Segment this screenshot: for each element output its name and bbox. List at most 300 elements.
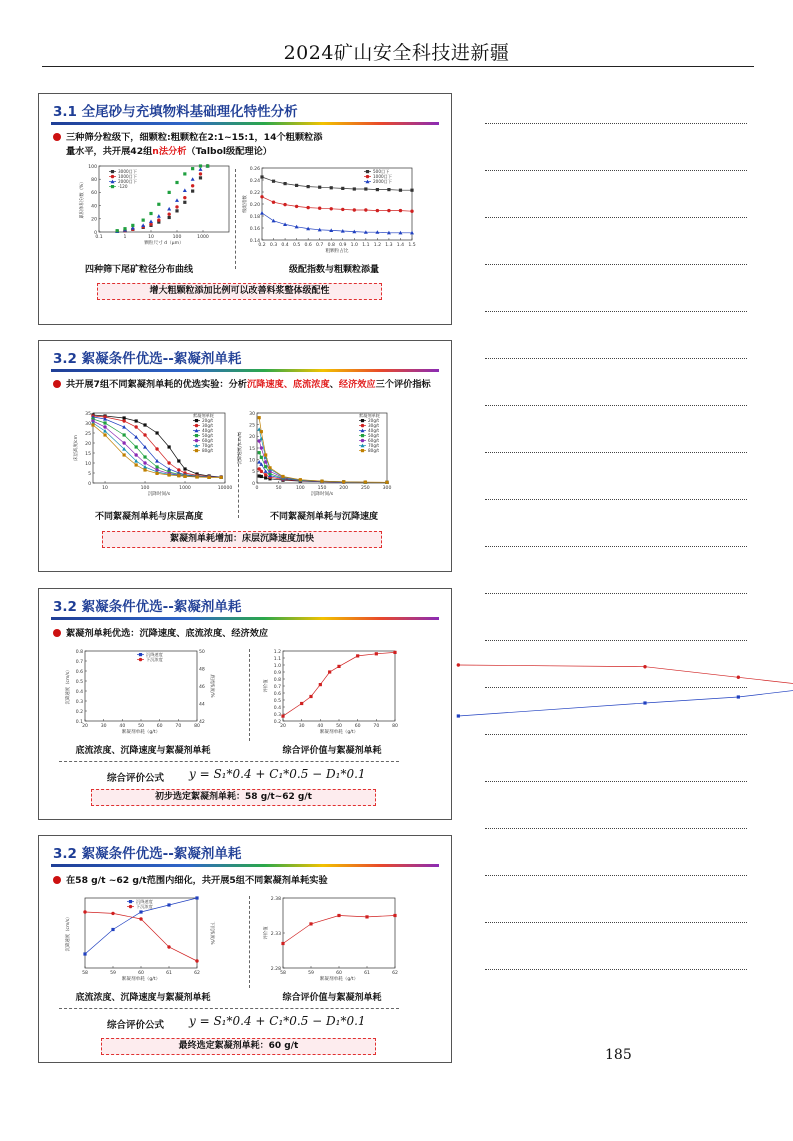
data-point <box>157 214 161 218</box>
data-point <box>737 676 740 679</box>
data-point <box>167 473 170 476</box>
data-point <box>183 196 186 199</box>
x-tick-label: 70 <box>175 724 182 729</box>
chart-bed-height <box>75 409 235 501</box>
data-point <box>175 181 178 184</box>
data-point <box>206 164 209 167</box>
y-tick-label: 0.6 <box>273 691 281 697</box>
data-point <box>207 476 210 479</box>
title-underline <box>51 122 439 125</box>
formula-label: 综合评价公式 <box>107 1020 165 1031</box>
x-tick-label: 200 <box>339 486 349 491</box>
x-tick-label: 40 <box>119 724 126 729</box>
x-tick-label: 0.7 <box>316 243 324 248</box>
data-point <box>195 475 198 478</box>
data-point <box>260 475 263 478</box>
divider <box>249 649 250 741</box>
data-point <box>116 229 119 232</box>
legend-title: 絮凝剂单耗 <box>359 413 380 418</box>
x-tick-label: 0.3 <box>269 243 278 248</box>
data-point <box>365 915 368 918</box>
data-point <box>257 460 261 464</box>
chart-underflow-speed <box>57 645 232 740</box>
legend-label: 1000目下 <box>373 174 393 179</box>
data-point <box>149 212 152 215</box>
plot-frame <box>283 651 395 721</box>
series-line <box>262 213 412 233</box>
data-point <box>167 212 170 215</box>
x-tick-label: 58 <box>82 971 88 976</box>
data-point <box>167 903 170 906</box>
slide-title: 3.2 絮凝条件优选--絮凝剂单耗 <box>53 599 242 615</box>
data-point <box>135 419 138 422</box>
data-point <box>183 467 186 470</box>
y-tick-label: 0.14 <box>249 238 260 244</box>
data-point <box>123 227 126 230</box>
x-tick-label: 100 <box>172 235 182 240</box>
series-line <box>458 665 793 699</box>
note-line <box>485 640 747 641</box>
y-tick-label: 10 <box>249 458 255 464</box>
x-axis-label: 絮凝剂单耗（g/t） <box>121 730 161 735</box>
y-right-tick-label: 48 <box>199 667 205 673</box>
y-tick-label: 10 <box>85 461 91 467</box>
y-tick-label: 1.2 <box>273 649 281 655</box>
y-tick-label: 80 <box>91 178 97 183</box>
legend-label: 80g/t <box>202 448 214 453</box>
legend-label: 30g/t <box>202 423 214 428</box>
data-point <box>168 216 171 219</box>
data-point <box>155 447 158 450</box>
series-line <box>283 916 395 944</box>
note-line <box>485 687 747 688</box>
x-tick-label: 61 <box>364 971 370 976</box>
data-point <box>268 466 271 469</box>
note-line <box>485 405 747 406</box>
data-point <box>737 695 740 698</box>
x-tick-label: 60 <box>138 971 144 976</box>
legend-label: -120 <box>118 184 128 189</box>
caption-right: 综合评价值与絮凝剂单耗 <box>282 993 382 1003</box>
legend-label: 40g/t <box>202 428 214 433</box>
data-point <box>264 469 268 473</box>
x-axis-label: 颗粒尺寸 d（μm） <box>144 241 184 246</box>
x-tick-label: 50 <box>275 486 282 491</box>
data-point <box>139 917 142 920</box>
note-line <box>485 781 747 782</box>
note-line <box>485 546 747 547</box>
title-underline <box>51 864 439 867</box>
data-point <box>103 433 106 436</box>
data-point <box>356 654 359 657</box>
data-point <box>123 433 126 436</box>
data-point <box>306 206 309 209</box>
slide-title: 3.1 全尾砂与充填物料基础理化特性分析 <box>53 104 298 120</box>
data-point <box>295 184 298 187</box>
data-point <box>183 201 186 204</box>
note-line <box>485 311 747 312</box>
x-tick-label: 1.0 <box>350 243 358 248</box>
legend-marker <box>195 439 198 442</box>
data-point <box>123 453 126 456</box>
legend-label: 2000目下 <box>118 179 138 184</box>
data-point <box>281 942 284 945</box>
legend-label: 80g/t <box>368 448 380 453</box>
title-underline <box>51 617 439 620</box>
note-line <box>485 969 747 970</box>
y-right-axis-label: 底流浓度/% <box>209 674 214 698</box>
y-tick-label: 20 <box>85 441 91 447</box>
data-point <box>281 475 284 478</box>
legend-label: 1000目下 <box>118 174 138 179</box>
note-line <box>485 828 747 829</box>
formula: y = S₁*0.4 + C₁*0.5 − D₁*0.1 <box>189 767 366 781</box>
y-tick-label: 30 <box>249 411 255 417</box>
legend-label: 30g/t <box>368 423 380 428</box>
y-tick-label: 0.4 <box>75 689 83 695</box>
legend-marker <box>361 439 364 442</box>
data-point <box>83 952 86 955</box>
bullet-dot-icon <box>53 629 61 637</box>
y-tick-label: 2.28 <box>270 966 281 972</box>
conclusion-box: 最终选定絮凝剂单耗：60 g/t <box>101 1038 376 1055</box>
legend-marker <box>366 175 369 178</box>
note-line <box>485 264 747 265</box>
y-tick-label: 2.38 <box>270 896 281 902</box>
legend-label: 60g/t <box>202 438 214 443</box>
y-tick-label: 100 <box>88 164 97 170</box>
divider <box>249 896 250 988</box>
data-point <box>258 451 261 454</box>
caption-right: 级配指数与粗颗粒添量 <box>288 265 379 275</box>
y-right-tick-label: 44 <box>199 702 205 708</box>
data-point <box>272 201 275 204</box>
legend-marker <box>361 449 364 452</box>
x-tick-label: 10 <box>102 486 108 491</box>
y-tick-label: 0.7 <box>273 684 281 690</box>
x-tick-label: 150 <box>317 486 327 491</box>
data-point <box>399 209 402 212</box>
divider <box>59 761 399 762</box>
data-point <box>264 476 267 479</box>
data-point <box>643 701 646 704</box>
note-line <box>485 875 747 876</box>
x-tick-label: 1000 <box>179 486 191 491</box>
x-tick-label: 100 <box>295 486 305 491</box>
legend-label: 3000目下 <box>118 169 138 174</box>
y-right-tick-label: 42 <box>199 719 205 725</box>
y-tick-label: 5 <box>88 471 91 477</box>
x-tick-label: 0 <box>255 486 259 491</box>
y-right-axis-label: 下沉浓度/% <box>209 921 214 945</box>
data-point <box>155 465 158 468</box>
chart-settling-speed <box>237 409 399 501</box>
data-point <box>175 198 179 202</box>
x-tick-label: 1000 <box>197 235 209 240</box>
slide-title: 3.2 絮凝条件优选--絮凝剂单耗 <box>53 351 242 367</box>
data-point <box>220 476 223 479</box>
y-tick-label: 0.3 <box>273 712 281 718</box>
data-point <box>260 430 263 433</box>
data-point <box>643 665 646 668</box>
x-tick-label: 1.3 <box>385 243 393 248</box>
y-tick-label: 0 <box>252 481 255 487</box>
data-point <box>353 187 356 190</box>
data-point <box>260 211 264 215</box>
slide-4 <box>38 835 452 1063</box>
data-point <box>393 914 396 917</box>
y-axis-label: 沉降速度（cm/s） <box>66 914 71 952</box>
x-tick-label: 20 <box>82 724 88 729</box>
y-tick-label: 1.1 <box>273 656 281 662</box>
data-point <box>168 191 171 194</box>
data-point <box>198 167 202 171</box>
data-point <box>122 425 126 429</box>
legend-marker <box>111 170 114 173</box>
data-point <box>260 175 263 178</box>
x-tick-label: 10000 <box>217 486 233 491</box>
y-tick-label: 15 <box>85 451 91 457</box>
x-tick-label: 60 <box>156 724 163 729</box>
legend-marker <box>361 424 364 427</box>
bullet-text: 在58 g/t ~62 g/t范围内细化，共开展5组不同絮凝剂单耗实验 <box>53 874 443 888</box>
y-tick-label: 0.18 <box>249 214 260 220</box>
slide-3 <box>38 588 452 820</box>
data-point <box>342 480 345 483</box>
data-point <box>260 456 263 459</box>
x-tick-label: 50 <box>336 724 342 729</box>
caption-right: 综合评价值与絮凝剂单耗 <box>282 746 382 756</box>
bullet-text: 三种筛分粒级下，细颗粒:粗颗粒在2:1~15:1，14个粗颗粒添 量水平，共开展42组n法分析（Talbol级配理论） <box>53 131 443 158</box>
data-point <box>309 922 312 925</box>
legend-label: 50g/t <box>202 433 214 438</box>
y-tick-label: 0.6 <box>75 669 83 675</box>
y-tick-label: 20 <box>249 435 255 441</box>
data-point <box>143 433 146 436</box>
data-point <box>157 203 160 206</box>
y-tick-label: 0.22 <box>249 190 260 196</box>
y-tick-label: 0.5 <box>75 679 83 685</box>
data-point <box>264 453 267 456</box>
divider <box>235 169 236 269</box>
x-tick-label: 30 <box>100 724 107 729</box>
note-line <box>485 170 747 171</box>
header-rule <box>42 66 754 67</box>
legend-label: 40g/t <box>368 428 380 433</box>
data-point <box>175 209 178 212</box>
y-axis-label: 评价值 <box>264 679 269 693</box>
data-point <box>103 429 107 433</box>
y-tick-label: 40 <box>91 204 97 210</box>
y-tick-label: 35 <box>85 411 91 417</box>
note-line <box>485 217 747 218</box>
legend-label: 60g/t <box>368 438 380 443</box>
data-point <box>191 189 194 192</box>
data-point <box>143 468 146 471</box>
caption-left: 不同絮凝剂单耗与床层高度 <box>94 512 203 522</box>
slide-2 <box>38 340 452 572</box>
data-point <box>283 182 286 185</box>
bullet-dot-icon <box>53 133 61 141</box>
data-point <box>272 219 276 223</box>
legend-marker <box>361 434 364 437</box>
formula: y = S₁*0.4 + C₁*0.5 − D₁*0.1 <box>189 1014 366 1028</box>
legend-label: 2000目下 <box>373 179 393 184</box>
legend-label: 20g/t <box>368 418 380 423</box>
conclusion-box: 絮凝剂单耗增加：床层沉降速度加快 <box>102 531 382 548</box>
x-tick-label: 80 <box>392 724 398 729</box>
x-tick-label: 0.9 <box>339 243 347 248</box>
bullet-text: 絮凝剂单耗优选：沉降速度、底流浓度、经济效应 <box>53 627 443 641</box>
data-point <box>195 959 198 962</box>
data-point <box>177 474 180 477</box>
y-tick-label: 25 <box>249 423 255 429</box>
y-right-tick-label: 46 <box>199 684 205 690</box>
y-tick-label: 0.26 <box>249 166 260 172</box>
data-point <box>142 219 145 222</box>
y-tick-label: 0.8 <box>75 649 83 655</box>
x-tick-label: 250 <box>360 486 370 491</box>
data-point <box>91 423 94 426</box>
x-tick-label: 0.1 <box>95 235 103 240</box>
data-point <box>337 665 340 668</box>
x-tick-label: 0.2 <box>258 243 266 248</box>
data-point <box>318 186 321 189</box>
data-point <box>376 209 379 212</box>
data-point <box>410 210 413 213</box>
data-point <box>199 172 202 175</box>
data-point <box>319 683 322 686</box>
data-point <box>167 445 170 448</box>
legend-marker <box>111 175 114 178</box>
data-point <box>309 695 312 698</box>
legend-marker <box>129 905 132 908</box>
chart-grading-index <box>234 162 434 257</box>
data-point <box>364 187 367 190</box>
data-point <box>337 914 340 917</box>
data-point <box>393 651 396 654</box>
x-axis-label: 粗颗粒占比 <box>325 249 349 254</box>
slide-1 <box>38 93 452 325</box>
data-point <box>143 423 146 426</box>
x-tick-label: 30 <box>298 724 305 729</box>
data-point <box>341 187 344 190</box>
y-axis-label: 沉降速度（cm/s） <box>66 667 71 705</box>
y-tick-label: 0.2 <box>273 719 281 725</box>
y-axis-label: 评价值 <box>264 926 269 940</box>
legend-marker <box>195 449 198 452</box>
y-tick-label: 0 <box>94 230 97 236</box>
data-point <box>183 188 187 192</box>
data-point <box>281 715 284 718</box>
y-tick-label: 0.24 <box>249 178 260 184</box>
y-tick-label: 25 <box>85 431 91 437</box>
data-point <box>191 177 195 181</box>
y-tick-label: 0.8 <box>273 677 281 683</box>
chart-evaluation-refined <box>257 892 407 987</box>
data-point <box>167 461 170 464</box>
data-point <box>155 472 158 475</box>
data-point <box>143 465 147 469</box>
caption-left: 底流浓度、沉降速度与絮凝剂单耗 <box>75 746 211 756</box>
x-tick-label: 62 <box>392 971 398 976</box>
x-tick-label: 0.5 <box>292 243 301 248</box>
data-point <box>264 465 267 468</box>
data-point <box>143 461 146 464</box>
x-tick-label: 0.6 <box>304 243 312 248</box>
legend-title: 絮凝剂单耗 <box>193 413 214 418</box>
chart-particle-size <box>69 162 234 252</box>
x-tick-label: 1.5 <box>408 243 416 248</box>
x-tick-label: 59 <box>110 971 116 976</box>
x-tick-label: 40 <box>317 724 324 729</box>
y-axis-label: 沉降速度/(cm/s) <box>238 431 243 465</box>
data-point <box>155 431 158 434</box>
data-point <box>122 441 125 444</box>
y-tick-label: 0 <box>88 481 91 487</box>
data-point <box>260 446 263 449</box>
legend-label: 500目下 <box>373 169 390 174</box>
data-point <box>385 481 388 484</box>
y-tick-label: 0.4 <box>273 705 281 711</box>
x-tick-label: 0.8 <box>327 243 335 248</box>
data-point <box>387 209 390 212</box>
caption-left: 四种筛下尾矿粒径分布曲线 <box>84 265 193 275</box>
data-point <box>167 467 171 471</box>
series-line <box>259 462 387 482</box>
x-tick-label: 80 <box>194 724 200 729</box>
data-point <box>131 224 134 227</box>
x-tick-label: 10 <box>148 235 154 240</box>
slide-title: 3.2 絮凝条件优选--絮凝剂单耗 <box>53 846 242 862</box>
y-tick-label: 0.2 <box>75 709 83 715</box>
data-point <box>141 223 145 227</box>
y-axis-label: 级配指数 <box>243 195 248 213</box>
note-line <box>485 452 747 453</box>
data-point <box>177 459 180 462</box>
y-tick-label: 0.5 <box>273 698 281 704</box>
data-point <box>364 208 367 211</box>
data-point <box>83 910 86 913</box>
data-point <box>139 910 142 913</box>
data-point <box>330 186 333 189</box>
legend-marker <box>361 419 364 422</box>
x-tick-label: 1 <box>123 235 127 240</box>
header-title: 2024矿山安全科技进新疆 <box>283 42 510 64</box>
data-point <box>183 172 186 175</box>
legend-marker <box>139 653 142 656</box>
x-axis-label: 沉降时间/s <box>310 492 334 497</box>
legend-label: 下沉浓度 <box>136 904 153 909</box>
divider <box>59 1008 399 1009</box>
x-tick-label: 58 <box>280 971 286 976</box>
data-point <box>260 470 263 473</box>
legend-marker <box>111 185 114 188</box>
x-tick-label: 70 <box>373 724 380 729</box>
legend-label: 沉降速度 <box>136 899 153 904</box>
data-point <box>299 478 302 481</box>
y-tick-label: 15 <box>249 446 255 452</box>
y-tick-label: 2.33 <box>270 931 281 937</box>
legend-label: 70g/t <box>368 443 380 448</box>
note-line <box>485 499 747 500</box>
y-tick-label: 0.1 <box>75 719 83 725</box>
y-right-tick-label: 50 <box>199 649 205 655</box>
data-point <box>457 714 460 717</box>
y-tick-label: 1.0 <box>273 663 281 669</box>
data-point <box>353 208 356 211</box>
data-point <box>111 928 114 931</box>
